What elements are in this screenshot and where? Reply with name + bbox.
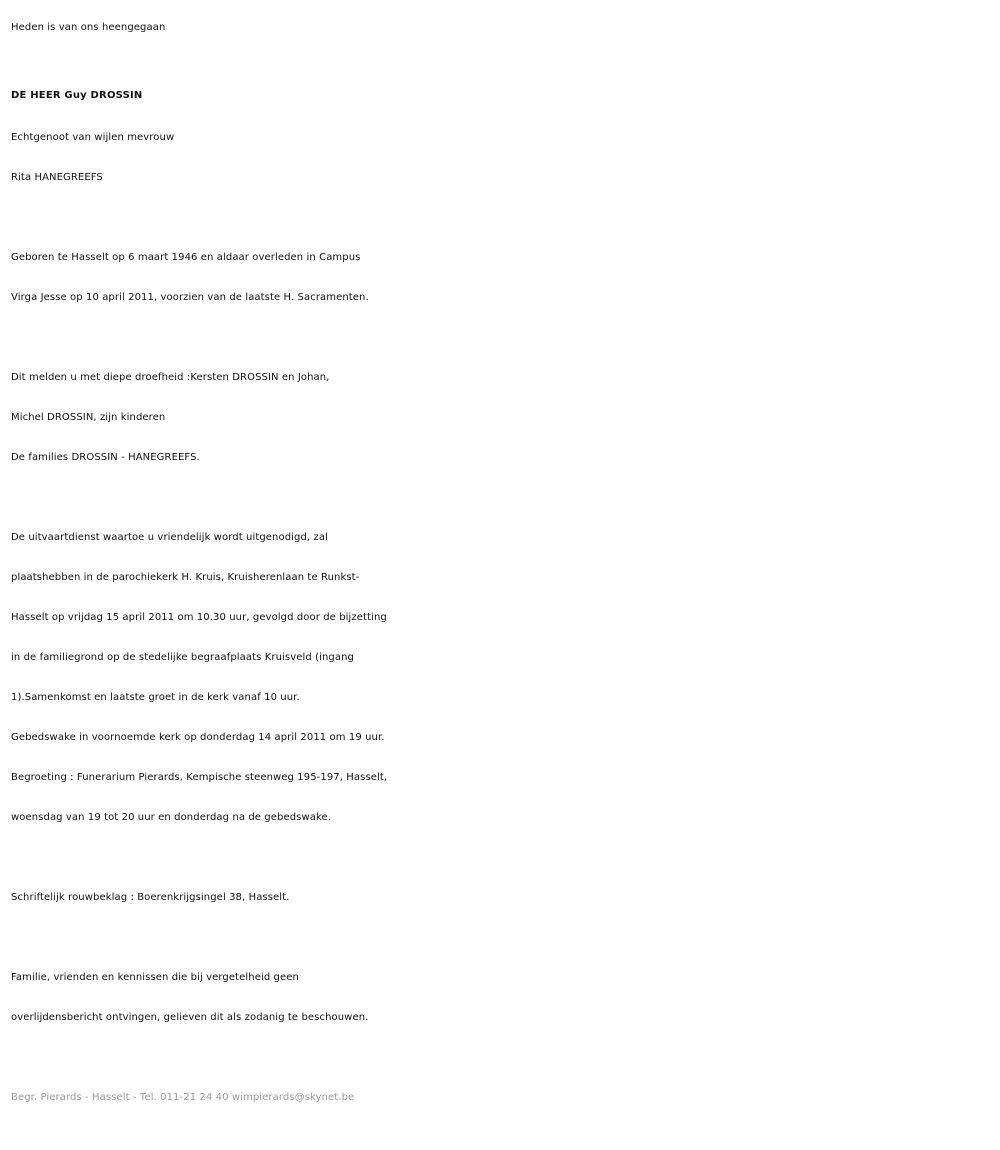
- service-line: 1).Samenkomst en laatste groet in de kerk vanaf 10 uur.: [11, 692, 300, 703]
- birth-death-line: Geboren te Hasselt op 6 maart 1946 en aldaar overleden in Campus: [11, 252, 361, 263]
- spacer: [11, 838, 1000, 878]
- spacer: [11, 918, 1000, 958]
- service-block: [11, 518, 1000, 838]
- notice-block: [11, 958, 1000, 1038]
- birth-death-line: Virga Jesse op 10 april 2011, voorzien van de laatste H. Sacramenten.: [11, 292, 369, 303]
- spouse-line: Echtgenoot van wijlen mevrouw: [11, 132, 175, 143]
- service-line: plaatshebben in de parochiekerk H. Kruis, Kruisherenlaan te Runkst-: [11, 572, 360, 583]
- notice-line: overlijdensbericht ontvingen, gelieven dit als zodanig te beschouwen.: [11, 1012, 369, 1023]
- service-line: woensdag van 19 tot 20 uur en donderdag na de gebedswake.: [11, 812, 332, 823]
- spacer: [11, 1038, 1000, 1078]
- service-line: De uitvaartdienst waartoe u vriendelijk wordt uitgenodigd, zal: [11, 532, 328, 543]
- spacer: [11, 198, 1000, 238]
- service-line: in de familiegrond op de stedelijke begraafplaats Kruisveld (ingang: [11, 652, 354, 663]
- intro-line: Heden is van ons heengegaan: [11, 22, 166, 33]
- notice-line: Familie, vrienden en kennissen die bij vergetelheid geen: [11, 972, 299, 983]
- spacer: [11, 318, 1000, 358]
- family-block: [11, 358, 1000, 478]
- family-line: Michel DROSSIN, zijn kinderen: [11, 412, 166, 423]
- spouse-line: Rita HANEGREEFS: [11, 172, 103, 183]
- service-line: Gebedswake in voornoemde kerk op donderdag 14 april 2011 om 19 uur.: [11, 732, 385, 743]
- family-line: De families DROSSIN - HANEGREEFS.: [11, 452, 200, 463]
- spacer: [11, 478, 1000, 518]
- birth-death-block: [11, 238, 1000, 318]
- family-line: Dit melden u met diepe droefheid :Kersten DROSSIN en Johan,: [11, 372, 330, 383]
- condolence-address: Schriftelijk rouwbeklag : Boerenkrijgsingel 38, Hasselt.: [11, 892, 290, 903]
- spouse-block: [11, 118, 1000, 198]
- service-line: Begroeting : Funerarium Pierards, Kempische steenweg 195-197, Hasselt,: [11, 772, 388, 783]
- deceased-name: DE HEER Guy DROSSIN: [11, 90, 143, 101]
- funeral-home-footer: Begr. Pierards - Hasselt - Tel. 011-21 24 40 wimpierards@skynet.be: [11, 1092, 355, 1103]
- service-line: Hasselt op vrijdag 15 april 2011 om 10.30 uur, gevolgd door de bijzetting: [11, 612, 387, 623]
